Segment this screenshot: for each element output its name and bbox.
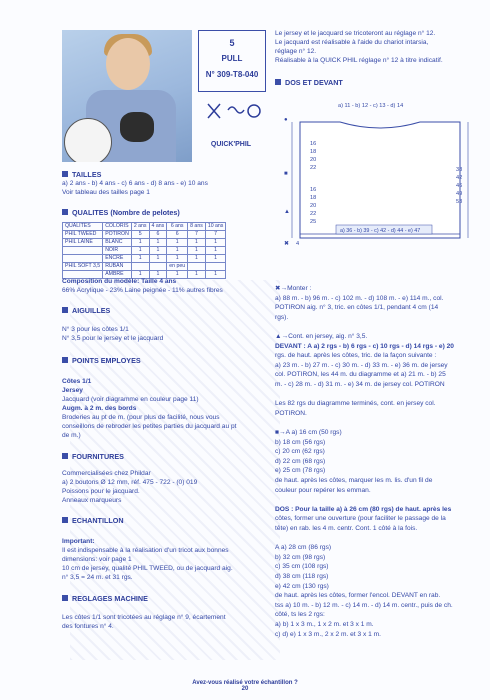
diagram-start-icon: ● bbox=[284, 117, 288, 123]
tailles-heading: TAILLES bbox=[62, 170, 101, 179]
model-type: PULL bbox=[221, 54, 243, 63]
table-cell bbox=[149, 263, 167, 271]
table-cell: 1 bbox=[149, 239, 167, 247]
diagram-left-5: 16 bbox=[310, 187, 317, 193]
diagram-right-4: 49 bbox=[456, 191, 463, 197]
table-cell: 1 bbox=[188, 247, 206, 255]
points-line-3: Jacquard (voir diagramme en couleur page 11) bbox=[62, 396, 199, 403]
instruction-line: tête) en rab. les 4 m. centr. Cont. 1 côté à la fois. bbox=[275, 525, 418, 532]
fournitures-line-1: Commercialisées chez Phildar bbox=[62, 470, 151, 477]
table-cell: 1 bbox=[205, 239, 226, 247]
table-header: 6 ans bbox=[167, 223, 188, 231]
table-row bbox=[63, 263, 226, 271]
instruction-line: a) b) 1 x 3 m., 1 x 2 m. et 3 x 1 m. bbox=[275, 621, 374, 628]
table-cell: AMBRE bbox=[103, 271, 132, 279]
instruction-line: m. - c) 28 m. - d) 31 m. - e) 34 m. de jersey col. POTIRON bbox=[275, 381, 445, 388]
table-cell: 1 bbox=[149, 255, 167, 263]
intro-line-1: Le jersey et le jacquard se tricoteront au réglage n° 12. bbox=[275, 30, 436, 37]
table-cell bbox=[205, 263, 226, 271]
instruction-line: ✖→Monter : bbox=[275, 285, 312, 292]
table-cell: 5 bbox=[131, 231, 149, 239]
instruction-line: A a) 28 cm (86 rgs) bbox=[275, 544, 332, 552]
instruction-line: d) 22 cm (68 rgs) bbox=[275, 457, 326, 465]
table-cell: PHIL LAINE bbox=[63, 239, 103, 247]
table-header: COLORIS bbox=[103, 223, 132, 231]
table-cell: 1 bbox=[188, 255, 206, 263]
diagram-left-3: 20 bbox=[310, 157, 317, 163]
points-line-4: Augm. à 2 m. des bords bbox=[62, 405, 137, 412]
table-cell: 1 bbox=[131, 247, 149, 255]
diagram-right-5: 53 bbox=[456, 199, 463, 205]
points-line-5: Broderies au pt de m. (pour plus de facilité, nous vous bbox=[62, 414, 220, 421]
table-cell: 1 bbox=[205, 255, 226, 263]
table-cell: 7 bbox=[205, 231, 226, 239]
qualites-table bbox=[62, 222, 226, 279]
table-row bbox=[63, 239, 226, 247]
instruction-line: a) 23 m. - b) 27 m. - c) 30 m. - d) 33 m. - e) 36 m. de jersey bbox=[275, 361, 448, 369]
instruction-line: ▲→Cont. en jersey, aig. n° 3,5. bbox=[275, 333, 368, 340]
fournitures-heading: FOURNITURES bbox=[62, 452, 124, 461]
table-cell: 6 bbox=[167, 231, 188, 239]
table-cell bbox=[188, 263, 206, 271]
page-number: 20 bbox=[241, 686, 249, 692]
instruction-line: c) 20 cm (62 rgs) bbox=[275, 448, 325, 456]
reglages-heading: REGLAGES MACHINE bbox=[62, 594, 148, 603]
dos-devant-heading: DOS ET DEVANT bbox=[275, 78, 343, 87]
instruction-line: b) 32 cm (98 rgs) bbox=[275, 553, 326, 561]
fournitures-line-3: Poissons pour le jacquard. bbox=[62, 488, 140, 495]
echantillon-line-2: Il est indispensable à la réalisation d'un tricot aux bonnes bbox=[62, 547, 229, 554]
diagram-left-7: 20 bbox=[310, 203, 317, 209]
aiguilles-line-2: N° 3,5 pour le jersey et le jacquard bbox=[62, 335, 164, 342]
instruction-line: e) 42 cm (130 rgs) bbox=[275, 582, 329, 590]
diagram-left-2: 18 bbox=[310, 149, 317, 155]
table-cell: 1 bbox=[205, 247, 226, 255]
diagram-left-4: 22 bbox=[310, 165, 317, 171]
table-cell: 1 bbox=[167, 247, 188, 255]
instruction-line: rgs. de haut. après les côtes, tric. de la façon suivante : bbox=[275, 352, 437, 360]
instruction-line: tss a) 10 m. - b) 12 m. - c) 14 m. - d) 14 m. centr., puis de ch. bbox=[275, 601, 453, 609]
echantillon-line-5: n° 3,5 = 24 m. et 31 rgs. bbox=[62, 574, 133, 581]
instruction-line: e) 25 cm (78 rgs) bbox=[275, 467, 326, 475]
table-cell bbox=[131, 263, 149, 271]
table-cell: 1 bbox=[131, 271, 149, 279]
composition-fibers: 66% Acrylique - 23% Laine peignée - 11% autres fibres bbox=[62, 287, 223, 294]
table-header-row bbox=[63, 223, 226, 231]
diagram-bottom-label: a) 36 - b) 39 - c) 42 - d) 44 - e) 47 bbox=[340, 228, 421, 234]
points-line-1: Côtes 1/1 bbox=[62, 378, 92, 385]
intro-line-2: Le jacquard est réalisable à l'aide du chariot intarsia, bbox=[275, 39, 429, 46]
table-header: 4 ans bbox=[149, 223, 167, 231]
instruction-line: a) 88 m. - b) 96 m. - c) 102 m. - d) 108 m. - e) 114 m., col. bbox=[275, 294, 444, 302]
fournitures-line-2: a) 2 boutons Ø 12 mm, réf. 475 - 722 - (0) 019 bbox=[62, 479, 198, 486]
instruction-line: côté, ts les 2 rgs: bbox=[275, 611, 325, 619]
instruction-line: c) 35 cm (108 rgs) bbox=[275, 563, 329, 571]
echantillon-line-3: dimensions: voir page 1 bbox=[62, 556, 132, 563]
table-cell: 1 bbox=[149, 247, 167, 255]
reglages-line-1: Les côtes 1/1 sont tricotées au réglage n° 9, écartement bbox=[62, 614, 226, 621]
table-cell bbox=[63, 247, 103, 255]
table-cell: 1 bbox=[167, 271, 188, 279]
diagram-left-1: 16 bbox=[310, 141, 317, 147]
diagram-left-9: 25 bbox=[310, 219, 317, 225]
table-cell: 7 bbox=[188, 231, 206, 239]
instruction-line: d) 38 cm (118 rgs) bbox=[275, 573, 329, 580]
intro-line-4: Réalisable à la QUICK PHIL réglage n° 12 à titre indicatif. bbox=[275, 57, 443, 64]
model-infobox bbox=[198, 30, 266, 92]
machine-symbols bbox=[198, 96, 264, 150]
instruction-line: POTIRON. bbox=[275, 409, 307, 417]
table-cell: 1 bbox=[149, 271, 167, 279]
table-cell: PHIL SOFT 3,5 bbox=[63, 263, 103, 271]
aiguilles-line-1: N° 3 pour les côtes 1/1 bbox=[62, 326, 129, 333]
table-cell: en peu bbox=[167, 263, 188, 271]
diagram-left-6: 18 bbox=[310, 195, 317, 201]
table-header: QUALITES bbox=[63, 223, 103, 231]
diagram-left-8: 22 bbox=[310, 211, 317, 217]
diagram-cross-icon: ✖ bbox=[284, 241, 290, 247]
composition-title: Composition du modèle: Taille 4 ans bbox=[62, 278, 177, 285]
intro-line-3: réglage n° 12. bbox=[275, 48, 317, 55]
points-line-7: de m.) bbox=[62, 432, 81, 439]
table-cell: 1 bbox=[205, 271, 226, 279]
diagram-right-1: 38 bbox=[456, 167, 463, 173]
points-line-2: Jersey bbox=[62, 387, 83, 394]
instruction-line: rgs). bbox=[275, 313, 289, 321]
table-cell: NOIR bbox=[103, 247, 132, 255]
table-cell: RUBAN bbox=[103, 263, 132, 271]
footer bbox=[0, 680, 490, 692]
fournitures-line-4: Anneaux marqueurs bbox=[62, 497, 122, 504]
tailles-line-2: Voir tableau des tailles page 1 bbox=[62, 189, 150, 196]
instruction-line: col. POTIRON, les 44 m. du diagramme et a) 21 m. - b) 25 bbox=[275, 371, 446, 379]
photo-motif bbox=[120, 112, 154, 142]
instruction-line: de haut. après les côtes, former l'encol. DEVANT en rab. bbox=[275, 592, 441, 600]
table-row bbox=[63, 247, 226, 255]
table-cell bbox=[63, 255, 103, 263]
table-header: 2 ans bbox=[131, 223, 149, 231]
table-row bbox=[63, 255, 226, 263]
footer-question: Avez-vous réalisé votre échantillon ? bbox=[192, 680, 298, 686]
table-cell: 1 bbox=[167, 239, 188, 247]
instruction-line: DOS : Pour la taille a) à 26 cm (80 rgs) de haut. après les bbox=[275, 505, 452, 513]
model-number: 5 bbox=[229, 38, 235, 48]
table-cell: BLANC bbox=[103, 239, 132, 247]
table-cell: 1 bbox=[131, 239, 149, 247]
table-cell: 1 bbox=[188, 271, 206, 279]
echantillon-line-4: 10 cm de jersey, qualité PHIL TWEED, ou de jacquard aig. bbox=[62, 565, 233, 572]
echantillon-heading: ECHANTILLON bbox=[62, 516, 124, 525]
table-cell: 1 bbox=[167, 255, 188, 263]
table-row bbox=[63, 231, 226, 239]
table-cell: ENCRE bbox=[103, 255, 132, 263]
echantillon-line-1: Important: bbox=[62, 538, 95, 545]
instruction-line: Les 82 rgs du diagramme terminés, cont. en jersey col. bbox=[275, 400, 436, 408]
instruction-line: b) 18 cm (56 rgs) bbox=[275, 438, 326, 446]
instruction-line: côtes, former une ouverture (pour faciliter le passage de la bbox=[275, 515, 446, 523]
diagram-square-icon: ■ bbox=[284, 171, 288, 177]
table-cell: 1 bbox=[131, 255, 149, 263]
photo-head bbox=[106, 38, 150, 90]
table-cell: 1 bbox=[188, 239, 206, 247]
instruction-line: couleur pour repérer les emman. bbox=[275, 486, 371, 494]
points-heading: POINTS EMPLOYES bbox=[62, 356, 141, 365]
instruction-line: POTIRON aig. n° 3, tric. en côtes 1/1, pendant 4 cm (14 bbox=[275, 304, 439, 312]
instruction-line: ■→A a) 16 cm (50 rgs) bbox=[275, 429, 342, 436]
product-photo bbox=[62, 30, 192, 162]
qualites-heading: QUALITES (Nombre de pelotes) bbox=[62, 208, 180, 217]
diagram-triangle-icon: ▲ bbox=[284, 209, 290, 215]
points-line-6: conseillons de rebroder les petites parties du jacquard au pt bbox=[62, 423, 237, 430]
instruction-line: c) d) e) 1 x 3 m., 2 x 2 m. et 3 x 1 m. bbox=[275, 630, 381, 638]
diagram-right-3: 46 bbox=[456, 183, 463, 189]
brand-label: QUICK'PHIL bbox=[210, 141, 252, 148]
photo-ball bbox=[64, 118, 112, 162]
table-cell: POTIRON bbox=[103, 231, 132, 239]
table-header: 10 ans bbox=[205, 223, 226, 231]
table-cell: 6 bbox=[149, 231, 167, 239]
model-ref: N° 309-T8-040 bbox=[205, 70, 259, 79]
diagram-right-2: 42 bbox=[456, 175, 463, 181]
table-cell: PHIL TWEED bbox=[63, 231, 103, 239]
reglages-line-2: des fontures n° 4. bbox=[62, 623, 114, 630]
table-header: 8 ans bbox=[188, 223, 206, 231]
diagram-top-label: a) 11 - b) 12 - c) 13 - d) 14 bbox=[338, 103, 404, 109]
diagram-side-val: 4 bbox=[296, 241, 300, 247]
instruction-line: DEVANT : A a) 2 rgs - b) 6 rgs - c) 10 rgs - d) 14 rgs - e) 20 bbox=[275, 342, 454, 350]
knitting-symbols-icon bbox=[198, 96, 264, 136]
aiguilles-heading: AIGUILLES bbox=[62, 306, 110, 315]
tailles-line-1: a) 2 ans - b) 4 ans - c) 6 ans - d) 8 ans - e) 10 ans bbox=[62, 180, 208, 187]
instruction-line: de haut. après les côtes, marquer les m. lis. d'un fil de bbox=[275, 477, 433, 484]
